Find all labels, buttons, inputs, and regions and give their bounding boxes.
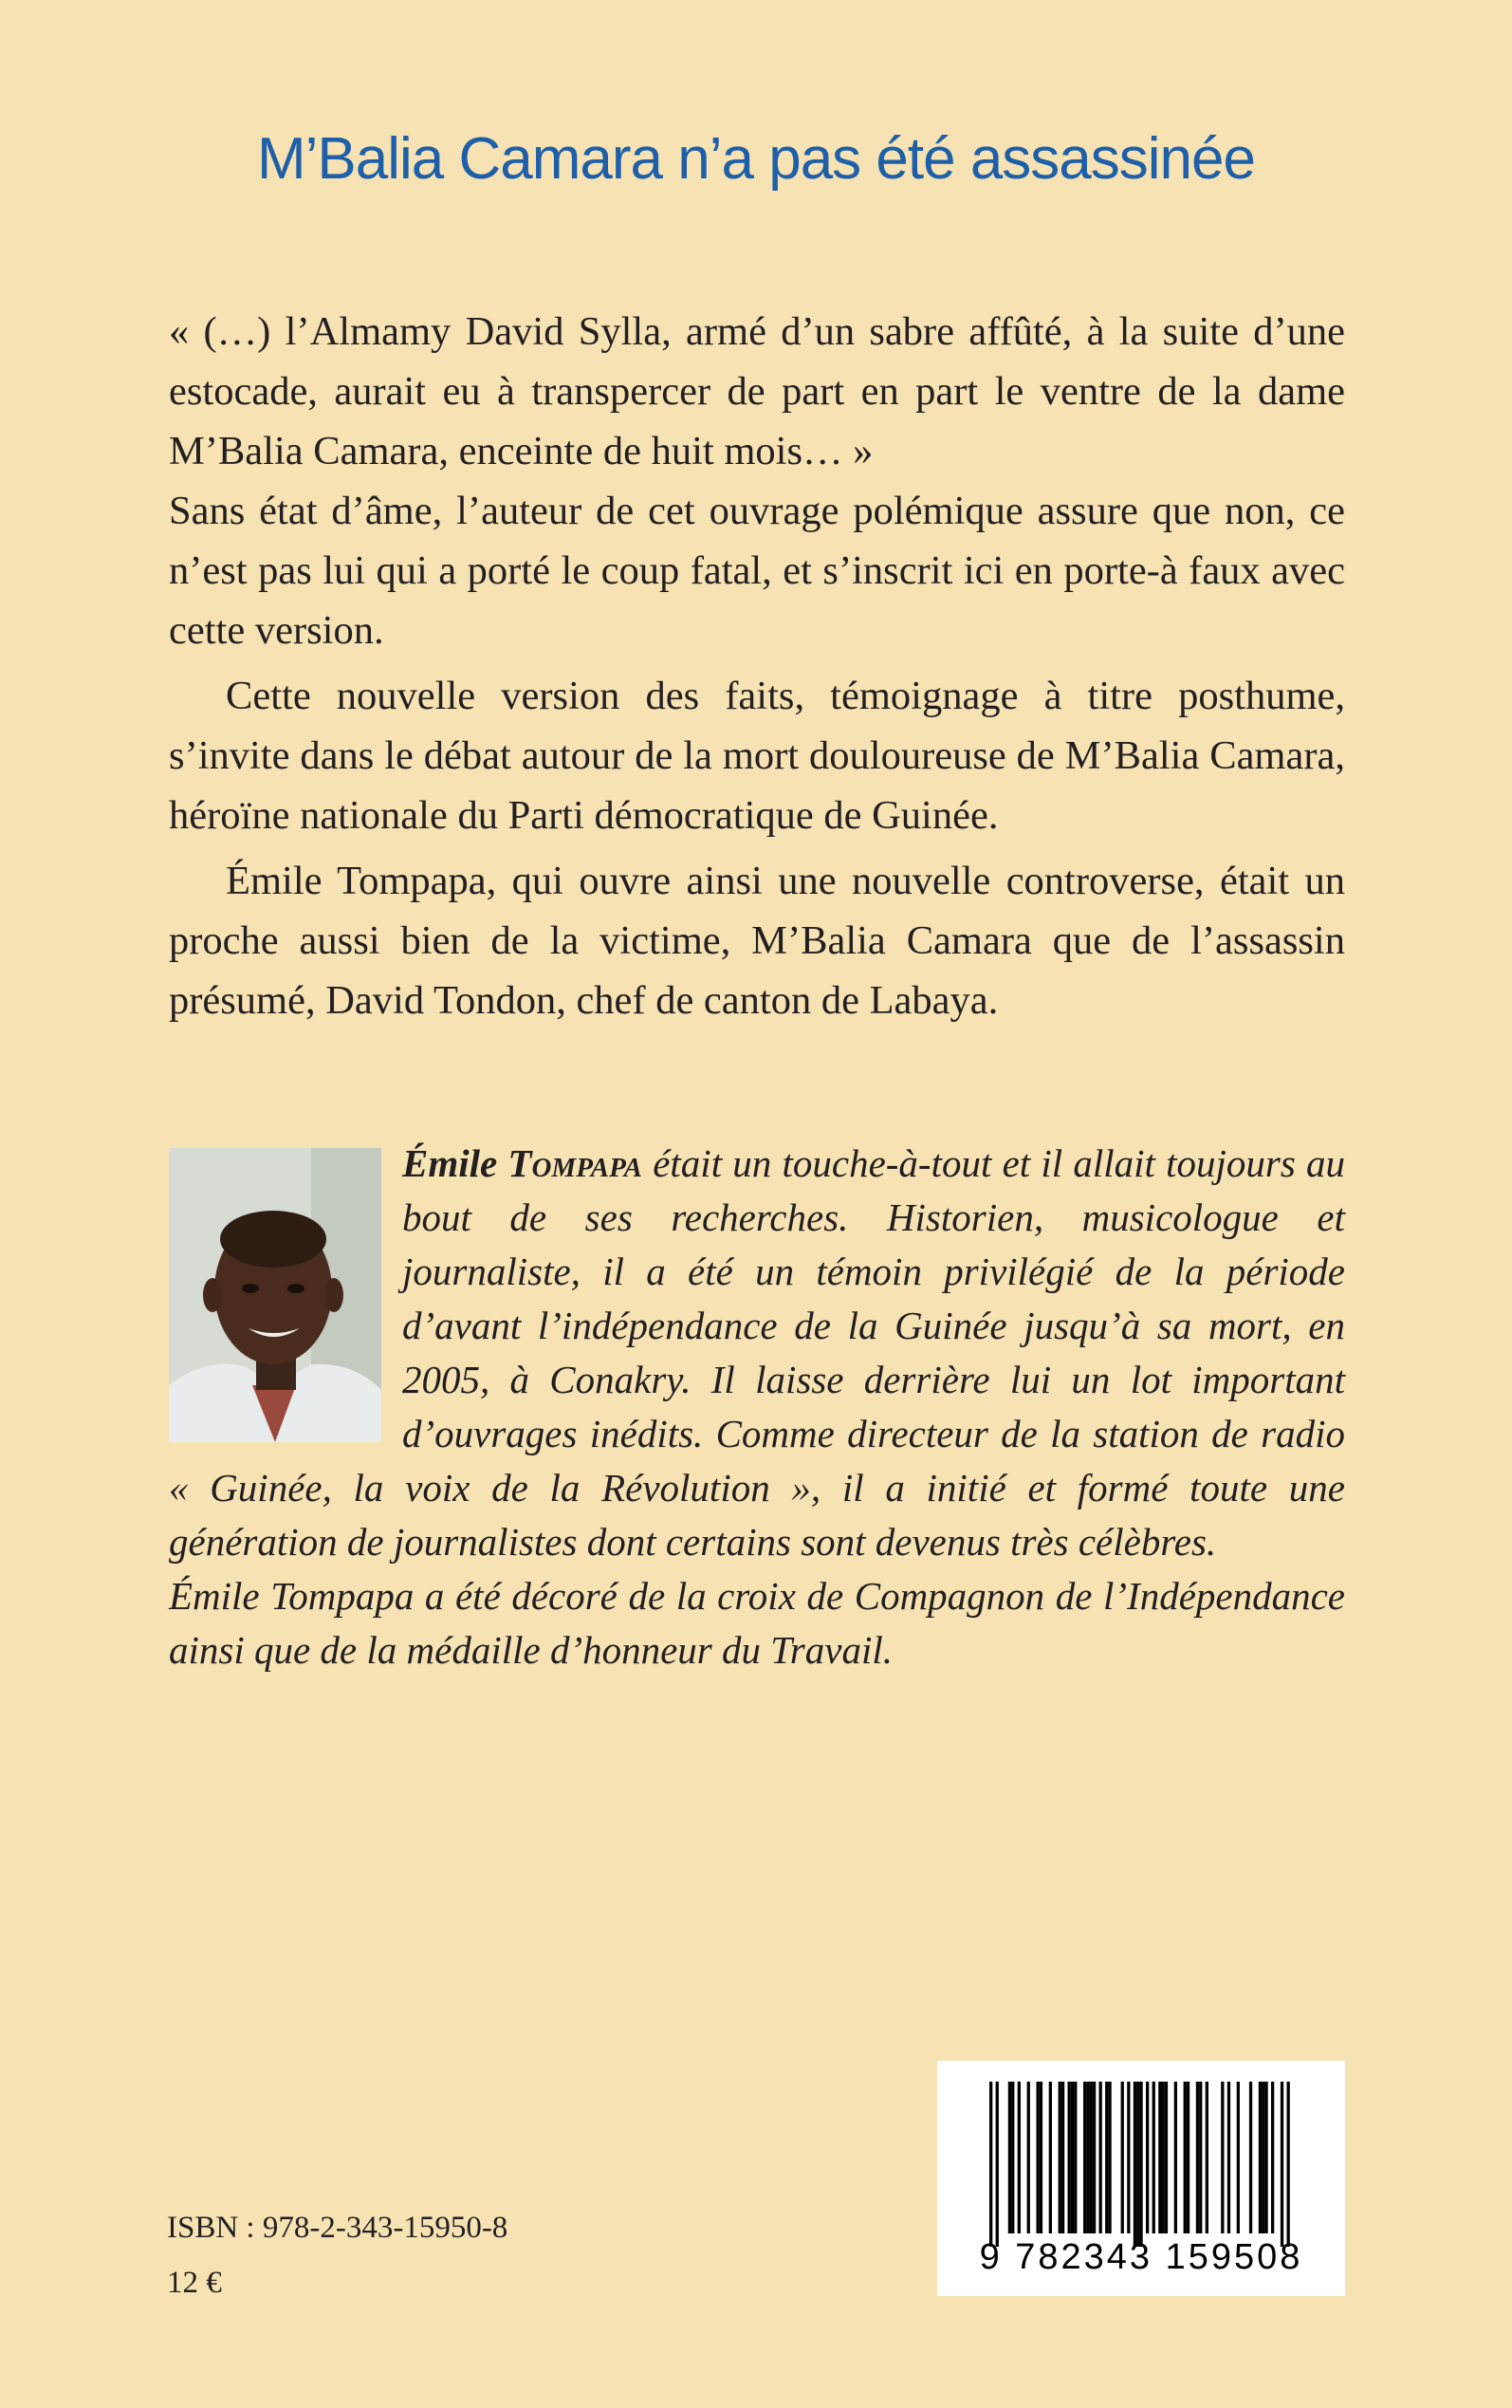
barcode-bar (1127, 2082, 1130, 2233)
barcode-bar (1071, 2082, 1074, 2233)
barcode-bar (1221, 2082, 1224, 2233)
barcode-bar (1237, 2082, 1240, 2233)
barcode-bar (1008, 2082, 1011, 2233)
barcode (937, 2061, 1345, 2296)
barcode-bar (1134, 2082, 1136, 2247)
barcode-bar (1196, 2082, 1199, 2233)
summary-paragraph-3: Émile Tompapa, qui ouvre ainsi une nouvelle controverse, était un proche aussi bien de la victime, M’Balia Camara que de l’assassin présumé, David Tondon, chef de canton de Labaya. (169, 859, 1345, 1023)
barcode-bar (1059, 2082, 1061, 2233)
barcode-bar (1108, 2082, 1111, 2233)
author-bio-text: était un touche-à-tout et il allait toujours au bout de ses recherches. Historien, musicologue et journaliste, il a été un témoin privilégié de la période d’avant l’indépendance de la Guinée jusqu’à sa mort, en 2005, à Conakry. Il laisse derrière lui un lot important d’ouvrages inédits. Comme directeur de la station de radio « Guinée, la voix de la Révolution », il a initié et formé toute une génération de journalistes dont certains sont devenus très célèbres. (169, 1141, 1345, 1564)
barcode-bar (1040, 2082, 1042, 2233)
barcode-bar (1259, 2082, 1262, 2233)
barcode-bar (1287, 2082, 1290, 2247)
barcode-bar (1264, 2082, 1267, 2233)
barcode-bar (1206, 2082, 1208, 2233)
barcode-bar (1093, 2082, 1096, 2233)
author-bio (169, 1137, 1345, 1677)
isbn: ISBN : 978-2-343-15950-8 (167, 2211, 508, 2245)
barcode-bar (1136, 2082, 1139, 2247)
barcode-bar (1199, 2082, 1202, 2233)
barcode-bar (1018, 2082, 1021, 2233)
barcode-bar (1090, 2082, 1093, 2233)
barcode-bar (1187, 2082, 1189, 2233)
barcode-bar (1271, 2082, 1274, 2233)
barcode-bar (1037, 2082, 1040, 2233)
author-bio-text-2: Émile Tompapa a été décoré de la croix de Compagnon de l’Indépendance ainsi que de la médaille d’honneur du Travail. (169, 1574, 1345, 1672)
barcode-bar (1139, 2082, 1142, 2247)
author-last-name: Tompapa (507, 1141, 643, 1185)
price: 12 € (167, 2266, 222, 2300)
barcode-bar (996, 2082, 999, 2247)
barcode-bar (1011, 2082, 1014, 2233)
book-summary (169, 302, 1345, 1030)
barcode-bar (1227, 2082, 1230, 2233)
barcode-bar (1158, 2082, 1161, 2233)
barcode-bar (1249, 2082, 1252, 2233)
barcode-bar (1068, 2082, 1071, 2233)
summary-quote: « (…) l’Almamy David Sylla, armé d’un sabre affûté, à la suite d’une estocade, aurait eu à transpercer de part en part le ventre de la dame M’Balia Camara, enceinte de huit mois… » (169, 309, 1345, 473)
summary-paragraph-1: Sans état d’âme, l’auteur de cet ouvrage polémique assure que non, ce n’est pas lui qui a porté le coup fatal, et s’inscrit ici en porte-à faux avec cette version. (169, 489, 1345, 653)
barcode-digits: 9 782343 159508 (979, 2237, 1303, 2277)
barcode-bar (989, 2082, 992, 2247)
barcode-bar (1152, 2082, 1155, 2233)
barcode-bar (1121, 2082, 1124, 2233)
barcode-bar (1174, 2082, 1177, 2233)
barcode-bar (1099, 2082, 1102, 2233)
barcode-bar (1281, 2082, 1283, 2247)
barcode-bar (1083, 2082, 1086, 2233)
author-photo (169, 1148, 381, 1442)
barcode-bar (1061, 2082, 1064, 2233)
barcode-bar (1146, 2082, 1149, 2233)
barcode-bar (1262, 2082, 1264, 2233)
barcode-bar (1184, 2082, 1187, 2233)
book-title: M’Balia Camara n’a pas été assassinée (257, 126, 1255, 192)
barcode-bar (1105, 2082, 1108, 2233)
barcode-bar (1086, 2082, 1089, 2233)
barcode-bar (1027, 2082, 1030, 2233)
barcode-bar (1074, 2082, 1077, 2233)
summary-paragraph-2: Cette nouvelle version des faits, témoignage à titre posthume, s’invite dans le débat autour de la mort douloureuse de M’Balia Camara, héroïne nationale du Parti démocratique de Guinée. (169, 674, 1345, 838)
barcode-bar (1165, 2082, 1168, 2233)
barcode-bar (1162, 2082, 1165, 2233)
author-first-name: Émile (402, 1141, 498, 1185)
barcode-bar (1049, 2082, 1052, 2233)
